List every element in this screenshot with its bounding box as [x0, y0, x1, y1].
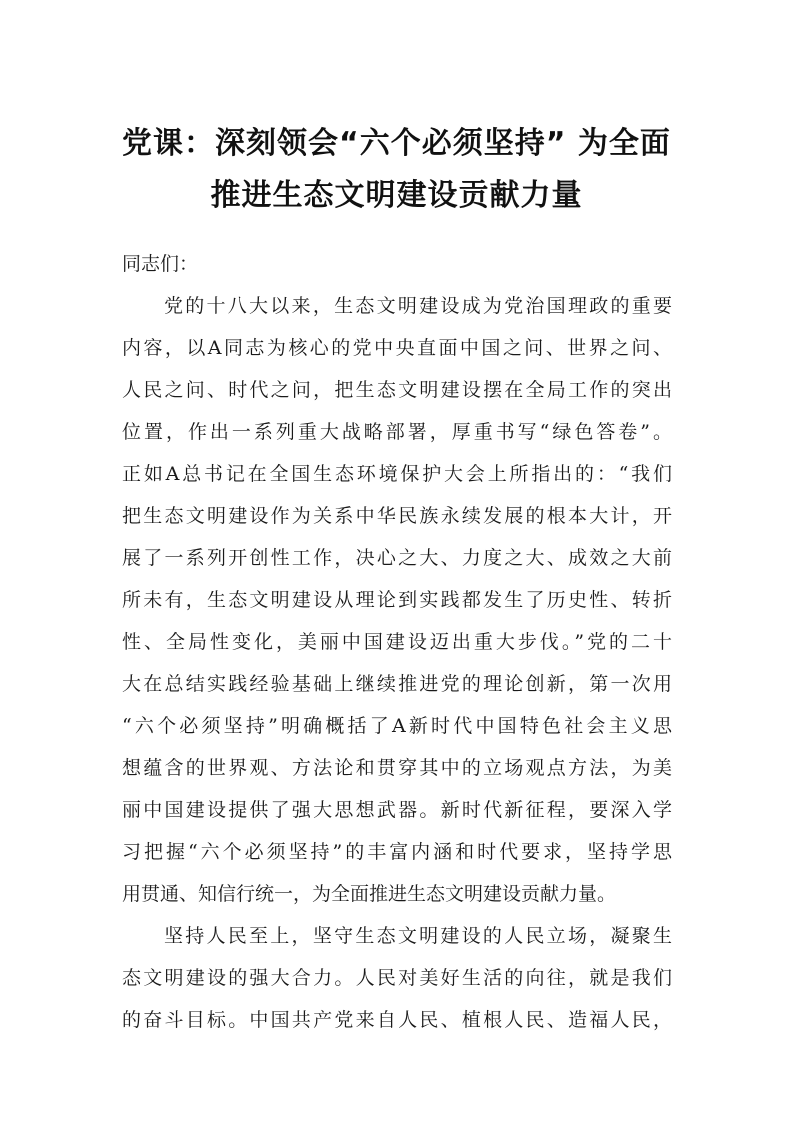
- paragraph-2: [122, 915, 672, 1041]
- text-line: 所未有，生态文明建设从理论到实践都发生了历史性、转折: [122, 589, 672, 611]
- text-line: “六个必须坚持”明确概括了A新时代中国特色社会主义思: [122, 715, 672, 737]
- text-line: 大在总结实践经验基础上继续推进党的理论创新，第一次用: [122, 673, 672, 695]
- text-line: 性、全局性变化，美丽中国建设迈出重大步伐。”党的二十: [122, 631, 672, 653]
- text-line: 内容，以A同志为核心的党中央直面中国之问、世界之问、: [122, 337, 672, 359]
- document-body: [122, 243, 672, 1041]
- title-line-1: 党课：深刻领会“六个必须坚持” 为全面: [122, 126, 671, 161]
- text-line: 用贯通、知信行统一，为全面推进生态文明建设贡献力量。: [122, 883, 617, 905]
- text-line: 展了一系列开创性工作，决心之大、力度之大、成效之大前: [122, 547, 672, 569]
- text-line: 把生态文明建设作为关系中华民族永续发展的根本大计，开: [122, 505, 672, 527]
- title-line-2: 推进生态文明建设贡献力量: [210, 178, 583, 213]
- text-line: 人民之问、时代之问，把生态文明建设摆在全局工作的突出: [122, 379, 672, 401]
- paragraph-1: [122, 285, 672, 915]
- text-line: 习把握“六个必须坚持”的丰富内涵和时代要求，坚持学思: [122, 841, 672, 863]
- text-line: 坚持人民至上，坚守生态文明建设的人民立场，凝聚生: [164, 925, 672, 947]
- text-line: 态文明建设的强大合力。人民对美好生活的向往，就是我们: [122, 967, 672, 989]
- text-line: 想蕴含的世界观、方法论和贯穿其中的立场观点方法，为美: [122, 757, 672, 779]
- text-line: 位置，作出一系列重大战略部署，厚重书写“绿色答卷”。: [122, 421, 672, 443]
- text-line: 丽中国建设提供了强大思想武器。新时代新征程，要深入学: [122, 799, 672, 821]
- text-line: 的奋斗目标。中国共产党来自人民、植根人民、造福人民，: [122, 1009, 672, 1031]
- salutation: 同志们：: [122, 253, 199, 275]
- document-title: [100, 118, 693, 222]
- text-line: 正如A总书记在全国生态环境保护大会上所指出的：“我们: [122, 463, 672, 485]
- text-line: 党的十八大以来，生态文明建设成为党治国理政的重要: [164, 295, 672, 317]
